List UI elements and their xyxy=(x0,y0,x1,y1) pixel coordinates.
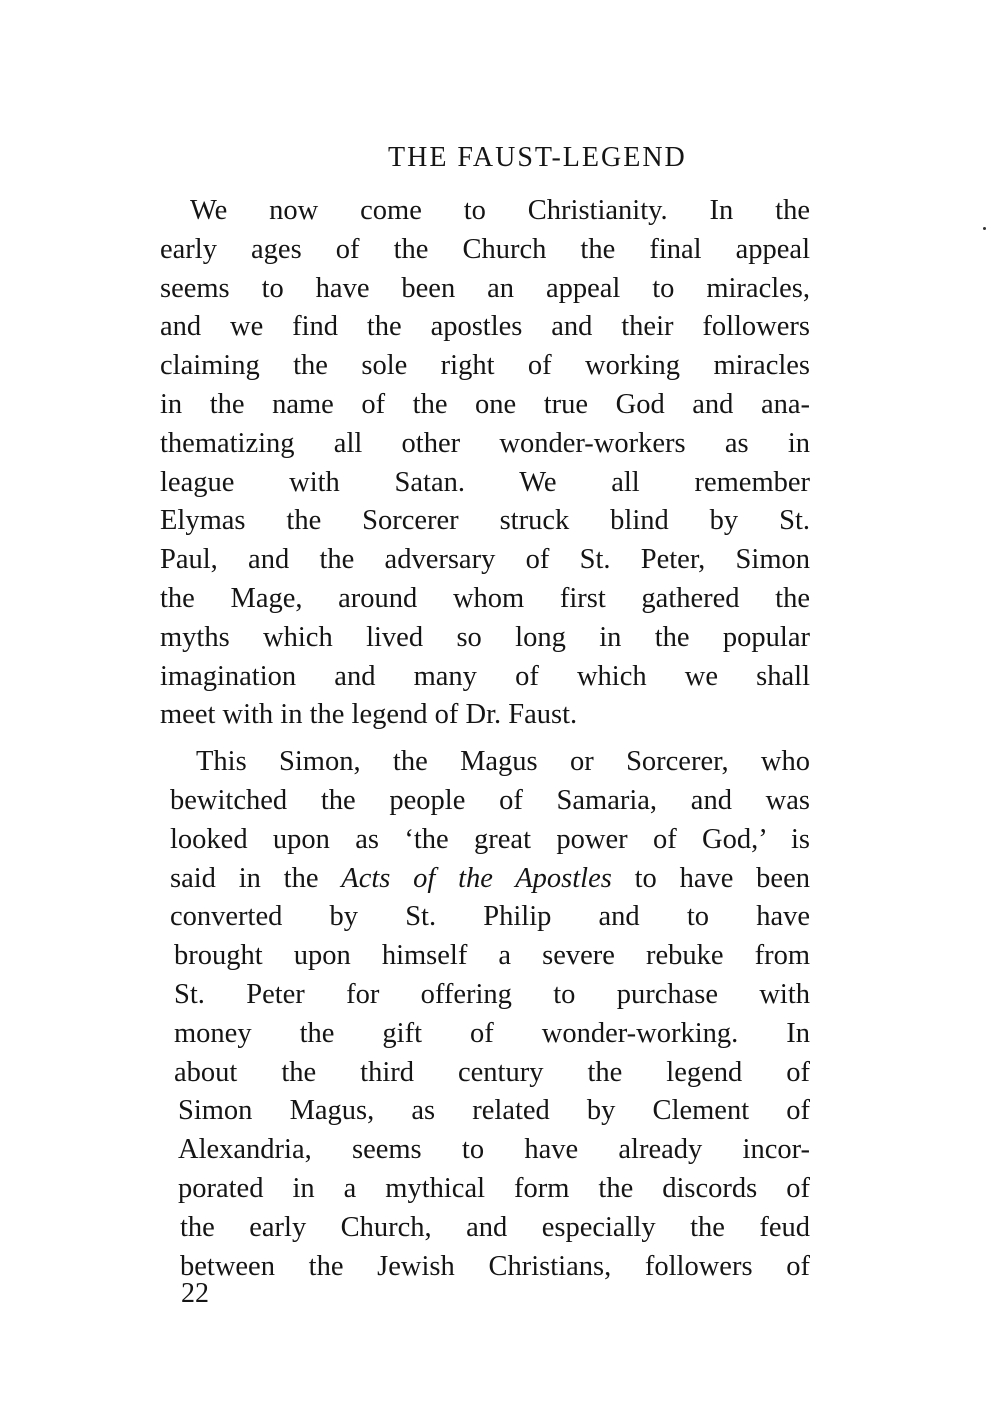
text-line: Paul, and the adversary of St. Peter, Simon xyxy=(160,544,810,576)
text-line: brought upon himself a severe rebuke from xyxy=(174,940,810,972)
text-line: St. Peter for offering to purchase with xyxy=(174,978,810,1010)
text-line: between the Jewish Christians, followers of xyxy=(180,1250,810,1282)
book-title-italic: Acts of the Apostles xyxy=(341,862,612,894)
text-line: league with Satan. We all remember xyxy=(160,466,810,498)
text-line: and we find the apostles and their followers xyxy=(160,311,810,343)
text-line: about the third century the legend of xyxy=(174,1056,810,1088)
text-line: We now come to Christianity. In the xyxy=(190,195,810,226)
text-line: This Simon, the Magus or Sorcerer, who xyxy=(196,746,810,778)
text-line: looked upon as ‘the great power of God,’ is xyxy=(170,823,810,855)
text-line: early ages of the Church the final appeal xyxy=(160,233,810,265)
text-line-with-title xyxy=(170,860,810,899)
text-line: Alexandria, seems to have already incor- xyxy=(178,1134,810,1166)
running-title: THE FAUST-LEGEND xyxy=(388,142,687,173)
text-line: the early Church, and especially the feud xyxy=(180,1211,810,1243)
text-line: Elymas the Sorcerer struck blind by St. xyxy=(160,505,810,537)
text-line: thematizing all other wonder-workers as in xyxy=(160,427,810,459)
text-run: to have been xyxy=(611,862,810,894)
text-line: Simon Magus, as related by Clement of xyxy=(178,1095,810,1127)
text-line: the Mage, around whom first gathered the xyxy=(160,582,810,614)
text-line: money the gift of wonder-working. In xyxy=(174,1017,810,1049)
text-line: porated in a mythical form the discords of xyxy=(178,1172,810,1204)
page-number: 22 xyxy=(181,1278,209,1309)
text-line: myths which lived so long in the popular xyxy=(160,621,810,653)
text-line: seems to have been an appeal to miracles, xyxy=(160,272,810,304)
text-line: in the name of the one true God and ana- xyxy=(160,388,810,420)
text-line: bewitched the people of Samaria, and was xyxy=(170,784,810,816)
text-line: meet with in the legend of Dr. Faust. xyxy=(160,699,578,731)
text-line: imagination and many of which we shall xyxy=(160,660,810,692)
margin-speck xyxy=(983,227,986,230)
paragraph-1 xyxy=(160,192,810,735)
paragraph-2 xyxy=(160,743,810,1286)
body-text xyxy=(160,192,810,1286)
text-run: said in the xyxy=(170,862,342,894)
text-line: claiming the sole right of working miracles xyxy=(160,350,810,382)
text-line: converted by St. Philip and to have xyxy=(170,901,810,933)
